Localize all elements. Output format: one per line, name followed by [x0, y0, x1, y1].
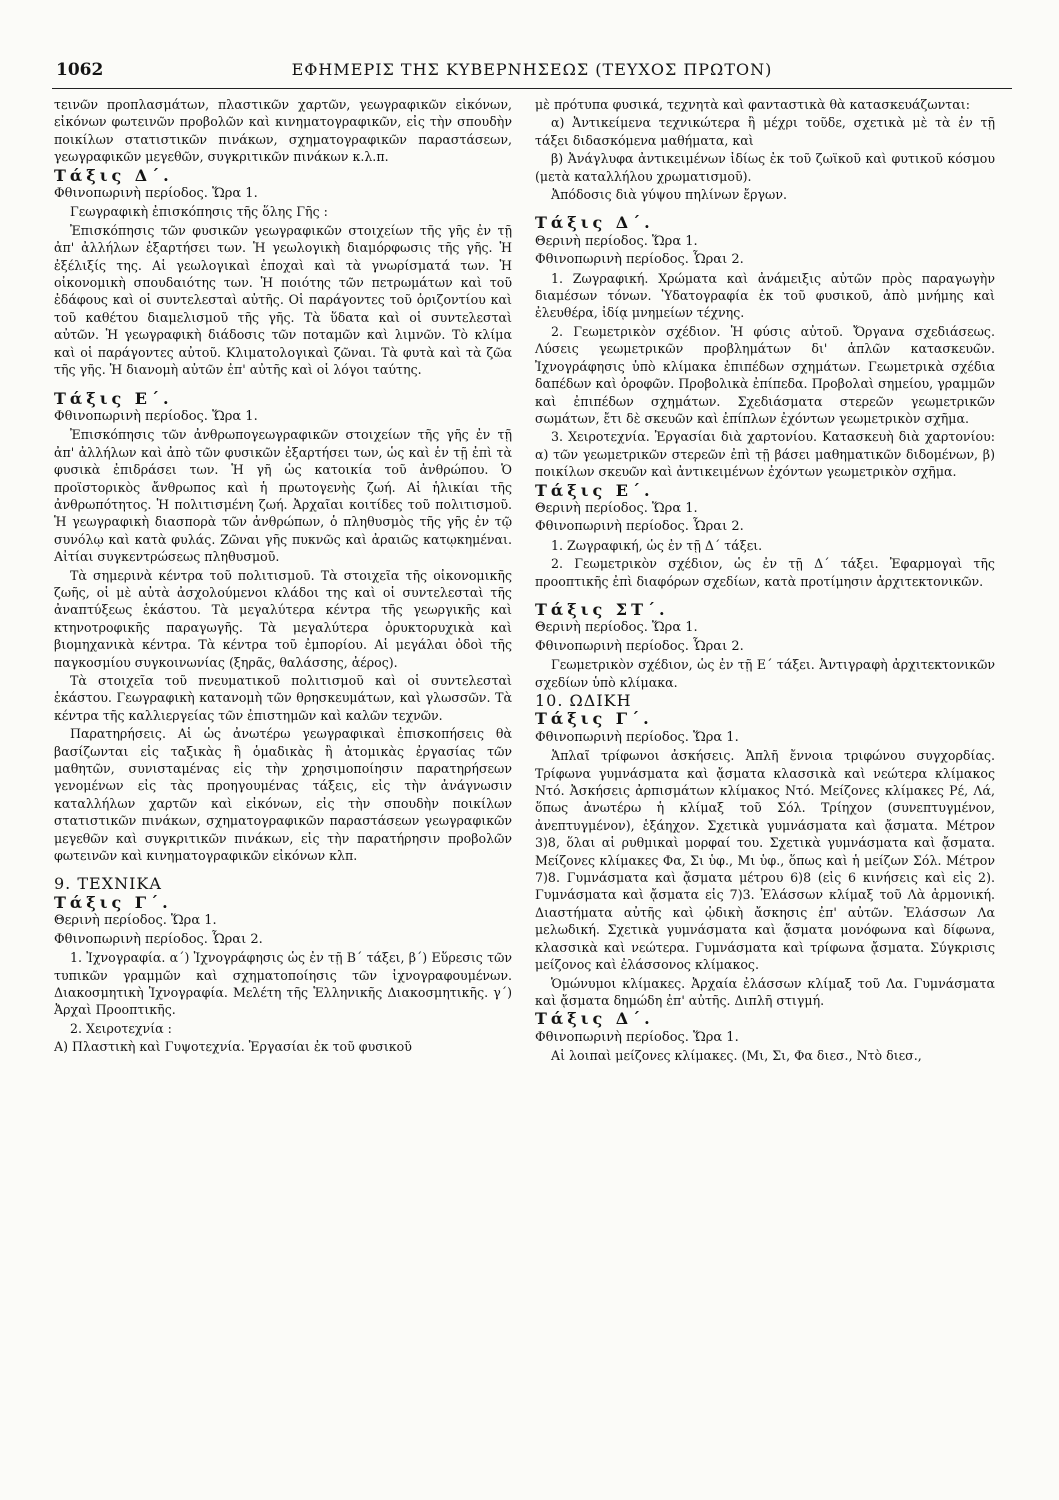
- spiritual-paragraph: Τὰ στοιχεῖα τοῦ πνευματικοῦ πολιτισμοῦ καὶ οἱ συντελεσταὶ ἑκάστου. Γεωγραφικὴ κατανομὴ τῶν θρησκευμάτων, καὶ γλωσσῶν. Τὰ κέντρα τῆς καλλιεργείας τῶν ἐπιστημῶν καὶ καλῶν τεχνῶν.: [54, 673, 512, 723]
- geo-overview-title: Γεωγραφικὴ ἐπισκόπησις τῆς ὅλης Γῆς :: [70, 204, 328, 220]
- page-header: [52, 58, 1012, 86]
- header-rule: [52, 88, 1012, 89]
- class-heading-g: Τάξις Γ΄.: [535, 709, 653, 729]
- intro-paragraph: τεινῶν προπλασμάτων, πλαστικῶν χαρτῶν, γεωγραφικῶν εἰκόνων, εἰκόνων φωτεινῶν προβολῶν καὶ κινηματογραφικῶν, εἰς τὴν σπουδὴν ποικίλων στατιστικῶν πινάκων, σχηματογραφικῶν παραστάσεων, γεωγραφικῶν μεγεθῶν, συγκριτικῶν πινάκων κ.λ.π.: [54, 97, 512, 165]
- period-heading: Θερινὴ περίοδος. Ὥρα 1.: [535, 620, 698, 636]
- section-heading-odiki: 10. ΩΔΙΚΗ: [535, 691, 632, 710]
- homonym-paragraph: Ὁμώνυμοι κλίμακες. Ἀρχαία ἐλάσσων κλίμαξ τοῦ Λα. Γυμνάσματα καὶ ᾄσματα δημώδη ἐπ' αὐτῆς. Διπλῆ στιγμή.: [535, 975, 995, 1008]
- period-heading: Φθινοπωρινὴ περίοδος. Ὥρα 1.: [54, 186, 258, 202]
- period-heading: Φθινοπωρινὴ περίοδος. Ὥρα 1.: [535, 1029, 739, 1045]
- zografiki-paragraph: 1. Ζωγραφική. Χρώματα καὶ ἀνάμειξις αὐτῶν πρὸς παραγωγὴν διαμέσων τόνων. Ὑδατογραφία ἐκ τοῦ φυσικοῦ, ἀπὸ μνήμης καὶ ἐλευθέρα, ἰδίᾳ μνημείων τέχνης.: [535, 270, 995, 321]
- period-heading: Φθινοπωρινὴ περίοδος. Ὥρα 1.: [54, 408, 258, 424]
- period-heading: Φθινοπωρινὴ περίοδος. Ὥρα 1.: [535, 729, 739, 745]
- item-a-paragraph: α) Ἀντικείμενα τεχνικώτερα ἢ μέχρι τοῦδε, σχετικὰ μὲ τὰ ἐν τῇ τάξει διδασκόμενα μαθήματα, καὶ: [535, 115, 995, 148]
- remarks-paragraph: Παρατηρήσεις. Αἱ ὡς ἀνωτέρω γεωγραφικαὶ ἐπισκοπήσεις θὰ βασίζωνται εἰς ταξικὰς ἢ ὁμαδικὰς ἢ ἀτομικὰς ἐργασίας τῶν μαθητῶν, συνισταμένας εἰς τὴν χρησιμοποίησιν παρατηρήσεων γενομένων εἰς τὰς προηγουμένας τάξεις, εἰς τὴν ἀνάγνωσιν καταλλήλων χαρτῶν καὶ εἰκόνων, εἰς τὴν σπουδὴν ποικίλων στατιστικῶν πινάκων, σχηματογραφικῶν παραστάσεων γεωγραφικῶν μεγεθῶν καὶ συγκριτικῶν πινάκων, εἰς τὴν παρατήρησιν προβολῶν φωτεινῶν καὶ κινηματογραφικῶν εἰκόνων κλπ.: [54, 726, 512, 864]
- centers-paragraph: Τὰ σημερινὰ κέντρα τοῦ πολιτισμοῦ. Τὰ στοιχεῖα τῆς οἰκονομικῆς ζωῆς, οἱ μὲ αὐτὰ ἀσχολούμενοι κλάδοι της καὶ οἱ συντελεσταὶ τῆς ἀναπτύξεως ἑκάστου. Τὰ μεγαλύτερα κέντρα τῆς γεωργικῆς καὶ κτηνοτροφικῆς παραγωγῆς. Τὰ μεγαλύτερα ὀρυκτορυχικὰ καὶ βιομηχανικὰ κέντρα. Τὰ κέντρα τοῦ ἐμπορίου. Αἱ μεγάλαι ὁδοὶ τῆς παγκοσμίου συγκοινωνίας (ξηρᾶς, θαλάσσης, ἀέρος).: [54, 567, 512, 670]
- class-heading-e: Τάξις Ε΄.: [54, 388, 173, 408]
- class-e-item-2: 2. Γεωμετρικὸν σχέδιον, ὡς ἐν τῇ Δ΄ τάξει. Ἐφαρμογαὶ τῆς προοπτικῆς ἐπὶ διαφόρων σχεδίων, κατὰ προτίμησιν ἀρχιτεκτονικῶν.: [535, 556, 995, 589]
- class-heading-st: Τάξις ΣΤ΄.: [535, 599, 669, 619]
- anthro-paragraph: Ἐπισκόπησις τῶν ἀνθρωπογεωγραφικῶν στοιχείων τῆς γῆς ἐν τῇ ἀπ' ἀλλήλων καὶ ἀπὸ τῶν φυσικῶν ἐξαρτήσει των, ὡς καὶ ἐν τῇ ἐπὶ τὰ φυσικὰ ἐπιδράσει των. Ἡ γῆ ὡς κατοικία τοῦ ἀνθρώπου. Ὁ προϊστορικὸς ἄνθρωπος καὶ ἡ πρωτογενὴς ζωή. Αἱ ἡλικίαι τῆς ἀνθρωπότητος. Ἡ πολιτισμένη ζωή. Ἀρχαῖαι κοιτίδες τοῦ πολιτισμοῦ. Ἡ γεωγραφικὴ διασπορὰ τῶν ἀνθρώπων, ὁ πληθυσμὸς τῆς γῆς ἐν τῷ συνόλῳ καὶ κατὰ φυλάς. Ζῶναι γῆς πυκνῶς καὶ ἀραιῶς κατῳκημέναι. Αἰτίαι συγκεντρώσεως πληθυσμοῦ.: [54, 427, 512, 565]
- class-e-item-1: 1. Ζωγραφική, ὡς ἐν τῇ Δ΄ τάξει.: [551, 537, 763, 553]
- period-heading: Θερινὴ περίοδος. Ὥρα 1.: [535, 233, 698, 249]
- last-paragraph: Αἱ λοιπαὶ μείζονες κλίμακες. (Μι, Σι, Φα διεσ., Ντὸ διεσ.,: [551, 1048, 922, 1064]
- period-heading: Φθινοπωρινὴ περίοδος. Ὧραι 2.: [535, 252, 744, 268]
- gazette-title: ΕΦΗΜΕΡΙΣ ΤΗΣ ΚΥΒΕΡΝΗΣΕΩΣ (ΤΕΥΧΟΣ ΠΡΩΤΟΝ): [291, 60, 773, 79]
- plastiki-paragraph: Α) Πλαστικὴ καὶ Γυψοτεχνία. Ἐργασίαι ἐκ τοῦ φυσικοῦ: [54, 1039, 412, 1055]
- class-heading-d: Τάξις Δ΄.: [535, 213, 654, 233]
- odiki-paragraph: Ἁπλαῖ τρίφωνοι ἀσκήσεις. Ἁπλῆ ἔννοια τριφώνου συγχορδίας. Τρίφωνα γυμνάσματα καὶ ᾄσματα κλασσικὰ καὶ νεώτερα κλίμακος Ντό. Ἀσκήσεις ἀρπισμάτων κλίμακος Ντό. Μείζονες κλίμακες Ρέ, Λά, ὅπως ἀνωτέρω ἡ κλίμαξ τοῦ Σόλ. Τρίηχον (συνεπτυγμένον, ἀνεπτυγμένον), ἑξάηχον. Σχετικὰ γυμνάσματα καὶ ᾄσματα. Μέτρον 3)8, ὅλαι αἱ ρυθμικαὶ μορφαί του. Σχετικὰ γυμνάσματα καὶ ᾄσματα. Μείζονες κλίμακες Φα, Σι ὑφ., Μι ὑφ., ὅπως καὶ ἡ μείζων Σόλ. Μέτρον 7)8. Γυμνάσματα καὶ ᾄσματα μέτρου 6)8 (εἰς 6 κινήσεις καὶ εἰς 2). Γυμνάσματα καὶ ᾄσματα εἰς 7)3. Ἐλάσσων κλίμαξ τοῦ Λὰ ἁρμονική. Διαστήματα αὐτῆς καὶ ᾠδικὴ ἄσκησις ἐπ' αὐτῶν. Ἐλάσσων Λα μελωδική. Σχετικὰ γυμνάσματα καὶ ᾄσματα μονόφωνα καὶ δίφωνα, κλασσικὰ καὶ νεώτερα. Γυμνάσματα καὶ τρίφωνα ᾄσματα. Σύγκρισις μείζονος καὶ ἐλάσσονος κλίμακος.: [535, 748, 995, 973]
- class-heading-g: Τάξις Γ΄.: [54, 892, 172, 912]
- section-heading-technika: 9. ΤΕΧΝΙΚΑ: [54, 874, 162, 894]
- cast-paragraph: Ἀπόδοσις διὰ γύψου πηλίνων ἔργων.: [551, 187, 787, 203]
- period-heading: Θερινὴ περίοδος. Ὥρα 1.: [535, 500, 698, 516]
- geometric-drawing-paragraph: 2. Γεωμετρικὸν σχέδιον. Ἡ φύσις αὐτοῦ. Ὄργανα σχεδιάσεως. Λύσεις γεωμετρικῶν προβλημάτων δι' ἁπλῶν κατασκευῶν. Ἰχνογράφησις ὑπὸ κλίμακα ἐπιπέδων σχημάτων. Γεωμετρικὰ σχέδια δαπέδων καὶ ὀροφῶν. Προβολικὰ ἐπίπεδα. Προβολαὶ σημείου, γραμμῶν καὶ ἐπιπέδων σχημάτων. Σχεδιάσματα στερεῶν γεωμετρικῶν σωμάτων, ἔτι δὲ σκευῶν καὶ ἐπίπλων ἐχόντων γεωμετρικὸν σχῆμα.: [535, 323, 995, 426]
- period-heading: Θερινὴ περίοδος. Ὥρα 1.: [54, 913, 217, 929]
- right-column: [535, 96, 995, 1066]
- class-heading-e: Τάξις Ε΄.: [535, 480, 654, 500]
- class-st-paragraph: Γεωμετρικὸν σχέδιον, ὡς ἐν τῇ Ε΄ τάξει. Ἀντιγραφὴ ἀρχιτεκτονικῶν σχεδίων ὑπὸ κλίμακα.: [535, 657, 995, 690]
- class-heading-d2: Τάξις Δ΄.: [535, 1009, 654, 1029]
- cheirotechnia-label: 2. Χειροτεχνία :: [70, 1020, 172, 1036]
- geo-overview-paragraph: Ἐπισκόπησις τῶν φυσικῶν γεωγραφικῶν στοιχείων τῆς γῆς ἐν τῇ ἀπ' ἀλλήλων ἐξαρτήσει των. Ἡ γεωλογικὴ διαμόρφωσις τῆς γῆς. Ἡ ἐξέλιξίς της. Αἱ γεωλογικαὶ ἐποχαὶ καὶ τὰ γνωρίσματά των. Ἡ οἰκονομικὴ σπουδαιότης των. Ἡ ποιότης τῶν πετρωμάτων καὶ τοῦ ἐδάφους καὶ οἱ συντελεσταὶ αὐτῆς. Οἱ παράγοντες τοῦ ὁριζοντίου καὶ τοῦ καθέτου διαμελισμοῦ τῆς γῆς. Τὰ ὕδατα καὶ οἱ συντελεσταὶ αὐτῶν. Ἡ γεωγραφικὴ διάδοσις τῶν ποταμῶν καὶ λιμνῶν. Τὸ κλίμα καὶ οἱ παράγοντες αὐτοῦ. Κλιματολογικαὶ ζῶναι. Τὰ φυτὰ καὶ τὰ ζῶα τῆς γῆς. Ἡ διανομὴ αὐτῶν ἐπ' αὐτῆς καὶ οἱ λόγοι ταύτης.: [54, 222, 512, 378]
- models-paragraph: μὲ πρότυπα φυσικά, τεχνητὰ καὶ φανταστικὰ θὰ κατασκευάζωνται:: [535, 97, 970, 112]
- period-heading: Φθινοπωρινὴ περίοδος. Ὧραι 2.: [54, 931, 263, 947]
- ichnografia-paragraph: 1. Ἰχνογραφία. α΄) Ἰχνογράφησις ὡς ἐν τῇ Β΄ τάξει, β΄) Εὕρεσις τῶν τυπικῶν γραμμῶν καὶ σχηματοποίησις τῶν ἰχνογραφουμένων. Διακοσμητικὴ Ἰχνογραφία. Μελέτη τῆς Ἑλληνικῆς Διακοσμητικῆς. γ΄) Ἀρχαὶ Προοπτικῆς.: [54, 950, 512, 1018]
- cheirotechnia-paragraph: 3. Χειροτεχνία. Ἐργασίαι διὰ χαρτονίου. Κατασκευὴ διὰ χαρτονίου: α) τῶν γεωμετρικῶν στερεῶν ἐπὶ τῇ βάσει μαθηματικῶν διδομένων, β) ποικίλων σκευῶν καὶ ἀντικειμένων ἐχόντων γεωμετρικὸν σχῆμα.: [535, 429, 995, 480]
- period-heading: Φθινοπωρινὴ περίοδος. Ὧραι 2.: [535, 519, 744, 535]
- class-heading-d: Τάξις Δ΄.: [54, 165, 173, 185]
- page-number: 1062: [56, 60, 104, 80]
- left-column: [54, 96, 512, 1057]
- period-heading: Φθινοπωρινὴ περίοδος. Ὧραι 2.: [535, 638, 744, 654]
- item-b-paragraph: β) Ἀνάγλυφα ἀντικειμένων ἰδίως ἐκ τοῦ ζωϊκοῦ καὶ φυτικοῦ κόσμου (μετὰ καταλλήλου χρωματισμοῦ).: [535, 151, 995, 184]
